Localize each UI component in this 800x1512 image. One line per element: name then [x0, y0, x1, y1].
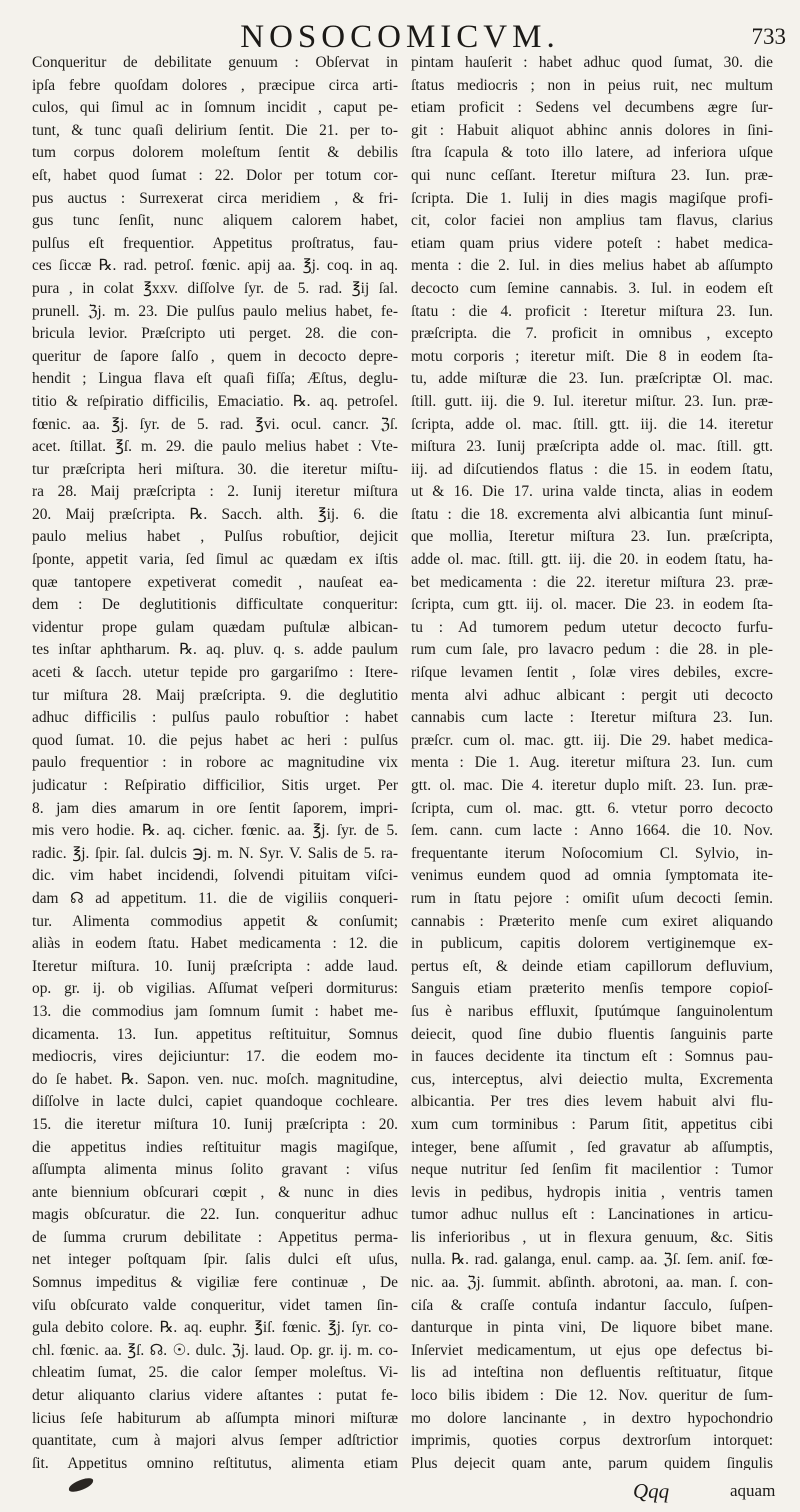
text-line: mis vero hodie. ℞. aq. cicher. fœnic. aa. ℥j. ſyr. de 5. — [32, 822, 398, 840]
text-line: acet. ſtillat. ℥ſ. m. 29. die paulo melius habet : Vte- — [32, 438, 398, 456]
text-line: ſcripta, cum gtt. iij. ol. macer. Die 23. in eodem ſta- — [411, 596, 773, 614]
text-line: aceti & ſacch. utetur tepide pro gargariſmo : Itere- — [32, 664, 398, 682]
text-line: ciſa & craſſe contuſa indantur ſacculo, ſuſpen- — [411, 1296, 773, 1314]
text-line: dic. vim habet incidendi, ſolvendi pituitam viſci- — [32, 867, 398, 885]
text-line: cit, color faciei non amplius tam flavus, clarius — [411, 212, 773, 230]
text-line: lis inferioribus , ut in flexura genuum, &c. Sitis — [411, 1228, 773, 1246]
text-line: rum in ſtatu pejore : omiſit uſum decocti ſemin. — [411, 889, 773, 907]
text-line: menta alvi adhuc albicant : pergit uti decocto — [411, 686, 773, 704]
text-line: ſcripta, adde ol. mac. ſtill. gtt. iij. die 14. iteretur — [411, 415, 773, 433]
text-line: miſtura 23. Iunij præſcripta adde ol. mac. ſtill. gtt. — [411, 438, 773, 456]
text-line: op. gr. ij. ob vigilias. Aſſumat veſperi dormiturus: — [32, 980, 398, 998]
text-line: eſt, habet quod ſumat : 22. Dolor per totum cor- — [32, 166, 398, 184]
text-line: ſcripta, cum ol. mac. gtt. 6. vtetur porro decocto — [411, 799, 773, 817]
page-number: 733 — [751, 24, 786, 49]
text-line: titio & reſpiratio difficilis, Emaciatio. ℞. aq. petroſel. — [32, 392, 398, 410]
text-line: ſtatu : die 18. excrementa alvi albicantia ſunt minuſ- — [411, 505, 773, 523]
page-title: NOSOCOMICVM. — [240, 19, 560, 55]
text-line: pintam hauſerit : habet adhuc quod ſumat, 30. die — [411, 54, 773, 71]
text-line: Somnus impeditus & vigiliæ fere continuæ , De — [32, 1274, 398, 1292]
text-line: adde ol. mac. ſtill. gtt. iij. die 20. in eodem ſtatu, ha- — [411, 551, 773, 569]
text-line: gula debito colore. ℞. aq. euphr. ℥iſ. fœnic. ℥j. ſyr. co- — [32, 1319, 398, 1337]
text-line: Iteretur miſtura. 10. Iunij præſcripta : adde laud. — [32, 957, 398, 975]
text-line: in fauces decidente ita tinctum eſt : Somnus pau- — [411, 1048, 773, 1066]
text-line: magis obſcuratur. die 22. Iun. conqueritur adhuc — [32, 1206, 398, 1224]
text-line: dam ☊ ad appetitum. 11. die de vigiliis conqueri- — [32, 889, 398, 907]
text-line: decocto cum ſemine cannabis. 3. Iul. in eodem eſt — [411, 279, 773, 297]
text-line: judicatur : Reſpiratio difficilior, Sitis urget. Per — [32, 777, 398, 794]
text-line: ſtatu : die 4. proficit : Iteretur miſtura 23. Iun. — [411, 302, 773, 320]
text-line: loco bilis ibidem : Die 12. Nov. queritur de ſum- — [411, 1387, 773, 1405]
text-line: net integer poſtquam ſpir. ſalis dulci eſt uſus, — [32, 1251, 398, 1269]
text-line: aliàs in eodem ſtatu. Habet medicamenta : 12. die — [32, 935, 398, 953]
text-line: ſtill. gutt. iij. die 9. Iul. iteretur miſtur. 23. Iun. præ- — [411, 392, 773, 410]
text-line: Sanguis etiam præterito menſis tempore copioſ- — [411, 980, 773, 998]
text-line: ces ſiccæ ℞. rad. petroſ. fœnic. apij aa. ℥j. coq. in aq. — [32, 257, 398, 275]
text-line: quod ſumat. 10. die pejus habet ac heri : pulſus — [32, 731, 398, 749]
text-line: riſque levamen ſentit , ſolæ vires debiles, excre- — [411, 664, 773, 682]
text-line: imprimis, quoties corpus dextrorſum intorquet: — [411, 1432, 773, 1450]
text-line: cannabis : Præterito menſe cum exiret aliquando — [411, 912, 773, 930]
text-line: hendit ; Lingua flava eſt quaſi fiſſa; Æſtus, deglu- — [32, 370, 398, 388]
text-line: nulla. ℞. rad. galanga, enul. camp. aa. ℨſ. ſem. aniſ. fœ- — [411, 1251, 773, 1269]
text-line: die appetitus indies reſtituitur magis magiſque, — [32, 1138, 398, 1156]
text-line: ſtatus mediocris ; non in peius ruit, nec multum — [411, 76, 773, 94]
text-line: Inſerviet medicamentum, ut ejus ope defectus bi- — [411, 1341, 773, 1359]
text-line: detur aliquanto clarius videre aſtantes : putat fe- — [32, 1387, 398, 1405]
text-line: ſit. Appetitus omnino reſtitutus, alimenta etiam — [32, 1454, 398, 1470]
text-line: pulſus eſt frequentior. Appetitus proſtratus, fau- — [32, 234, 398, 252]
text-line: gus tunc ſenſit, nunc aliquem calorem habet, — [32, 212, 398, 230]
text-line: que mollia, Iteretur miſtura 23. Iun. præſcripta, — [411, 528, 773, 546]
text-line: culos, qui ſimul ac in ſomnum incidit , caput pe- — [32, 99, 398, 117]
text-line: tur. Alimenta commodius appetit & conſumit; — [32, 912, 398, 930]
text-line: neque nutritur ſed ſenſim fit macilentior : Tumor — [411, 1161, 773, 1179]
text-line: ſus è naribus effluxit, ſputúmque ſanguinolentum — [411, 1002, 773, 1020]
text-line: cannabis cum lacte : Iteretur miſtura 23. Iun. — [411, 709, 773, 727]
text-line: bet medicamenta : die 22. iteretur miſtura 23. præ- — [411, 573, 773, 591]
text-line: quantitate, cum à majori alvus ſemper adſtrictior — [32, 1432, 398, 1450]
text-line: dem : De deglutitionis difficultate conqueritur: — [32, 596, 398, 614]
text-line: nic. aa. ℨj. ſummit. abſinth. abrotoni, aa. man. ſ. con- — [411, 1274, 773, 1292]
text-line: viſu obſcurato valde conqueritur, videt tamen ſin- — [32, 1296, 398, 1314]
text-line: radic. ℥j. ſpir. ſal. dulcis ℈j. m. N. Syr. V. Salis de 5. ra- — [32, 844, 398, 862]
text-line: pertus eſt, & deinde etiam capillorum defluvium, — [411, 957, 773, 975]
text-line: xum cum torminibus : Parum ſitit, appetitus cibi — [411, 1115, 773, 1133]
text-line: etiam proficit : Sedens vel decumbens ægre ſur- — [411, 99, 773, 117]
text-line: tu : Ad tumorem pedum utetur decocto furfu- — [411, 618, 773, 636]
text-line: tu, adde miſturæ die 23. Iun. præſcriptæ Ol. mac. — [411, 370, 773, 388]
text-line: ſcripta. Die 1. Iulij in dies magis magiſque profi- — [411, 189, 773, 207]
catchword: aquam — [730, 1481, 776, 1500]
text-line: videntur prope gulam quædam puſtulæ albican- — [32, 618, 398, 636]
text-line: 20. Maij præſcripta. ℞. Sacch. alth. ℥ij. 6. die — [32, 505, 398, 523]
signature-mark: Qqq — [633, 1479, 670, 1503]
text-line: albicantia. Per tres dies levem habuit alvi flu- — [411, 1093, 773, 1111]
text-line: deiecit, quod ſine dubio fluentis ſanguinis parte — [411, 1025, 773, 1043]
text-line: licius ſeſe habiturum ab aſſumpta minori miſturæ — [32, 1409, 398, 1427]
text-line: ſtra ſcapula & toto illo latere, ad inferiora uſque — [411, 144, 773, 162]
text-line: fœnic. aa. ℥j. ſyr. de 5. rad. ℥vi. ocul. cancr. ℨſ. — [32, 415, 398, 433]
text-line: ut & 16. Die 17. urina valde tincta, alias in eodem — [411, 483, 773, 501]
text-line: queritur de ſapore ſalſo , quem in decocto depre- — [32, 347, 398, 365]
text-line: menta : die 2. Iul. in dies melius habet ab aſſumpto — [411, 257, 773, 275]
right-column — [411, 52, 773, 1470]
text-line: ante biennium obſcurari cœpit , & nunc in dies — [32, 1183, 398, 1201]
text-line: lis ad inteſtina non defluentis reſtituatur, ſitque — [411, 1364, 773, 1382]
text-line: pura , in colat ℥xxv. diſſolve ſyr. de 5. rad. ℥ij ſal. — [32, 279, 398, 297]
text-line: tum corpus dolorem moleſtum ſentit & debilis — [32, 144, 398, 162]
left-column — [32, 52, 398, 1470]
text-line: venimus eundem quod ad omnia ſymptomata ite- — [411, 867, 773, 885]
text-line: præſcripta. die 7. proficit in omnibus , excepto — [411, 325, 773, 343]
text-line: qui nunc ceſſant. Iteretur miſtura 23. Iun. præ- — [411, 166, 773, 184]
text-line: git : Habuit aliquot abhinc annis dolores in ſini- — [411, 121, 773, 139]
text-line: gtt. ol. mac. Die 4. iteretur duplo miſt. 23. Iun. præ- — [411, 777, 773, 794]
text-line: prunell. ℨj. m. 23. Die pulſus paulo melius habet, fe- — [32, 302, 398, 320]
text-line: motu corporis ; iteretur miſt. Die 8 in eodem ſta- — [411, 347, 773, 365]
text-line: diſſolve in lacte dulci, capiet quandoque cochleare. — [32, 1093, 398, 1111]
text-line: frequentante iterum Noſocomium Cl. Sylvio, in- — [411, 844, 773, 862]
text-line: ſem. cann. cum lacte : Anno 1664. die 10. Nov. — [411, 822, 773, 840]
text-line: in publicum, capitis dolorem vertiginemque ex- — [411, 935, 773, 953]
text-line: ipſa febre quoſdam dolores , præcipue circa arti- — [32, 76, 398, 94]
text-line: danturque in pinta vini, De liquore bibet mane. — [411, 1319, 773, 1337]
text-line: chl. fœnic. aa. ℥ſ. ☊. ☉. dulc. ℨj. laud. Op. gr. ij. m. co- — [32, 1341, 398, 1359]
text-line: quæ tantopere expetiverat comedit , nauſeat ea- — [32, 573, 398, 591]
text-line: 15. die iteretur miſtura 10. Iunij præſcripta : 20. — [32, 1115, 398, 1133]
text-line: levis in pedibus, hydropis initia , ventris tamen — [411, 1183, 773, 1201]
text-line: aſſumpta alimenta minus ſolito gravant : viſus — [32, 1161, 398, 1179]
text-line: Plus dejecit quam ante, parum quidem ſingulis — [411, 1454, 773, 1470]
text-line: dicamenta. 13. Iun. appetitus reſtituitur, Somnus — [32, 1025, 398, 1043]
text-line: præſcr. cum ol. mac. gtt. iij. Die 29. habet medica- — [411, 731, 773, 749]
text-line: tur miſtura 28. Maij præſcripta. 9. die deglutitio — [32, 686, 398, 704]
text-line: 13. die commodius jam ſomnum ſumit : habet me- — [32, 1002, 398, 1020]
text-line: paulo melius habet , Pulſus robuſtior, dejicit — [32, 528, 398, 546]
text-line: etiam quam prius videre poteſt : habet medica- — [411, 234, 773, 252]
text-line: ſponte, appetit varia, ſed ſimul ac quædam ex iſtis — [32, 551, 398, 569]
text-line: integer, bene aſſumit , ſed gravatur ab aſſumptis, — [411, 1138, 773, 1156]
text-line: mo dolore lancinante , in dextro hypochondrio — [411, 1409, 773, 1427]
text-line: pus auctus : Surrexerat circa meridiem , & fri- — [32, 189, 398, 207]
text-line: adhuc difficilis : pulſus paulo robuſtior : habet — [32, 709, 398, 727]
text-line: tunt, & tunc quaſi delirium ſentit. Die 21. per to- — [32, 121, 398, 139]
text-line: ra 28. Maij præſcripta : 2. Iunij iteretur miſtura — [32, 483, 398, 501]
text-line: tes inſtar aphtharum. ℞. aq. pluv. q. s. adde paulum — [32, 641, 398, 659]
text-line: tur præſcripta heri miſtura. 30. die iteretur miſtu- — [32, 460, 398, 478]
text-line: Conqueritur de debilitate genuum : Obſervat in — [32, 54, 398, 71]
text-line: menta : Die 1. Aug. iteretur miſtura 23. Iun. cum — [411, 754, 773, 772]
text-line: mediocris, vires dejiciuntur: 17. die eodem mo- — [32, 1048, 398, 1066]
text-line: bricula levior. Præſcripto uti perget. 28. die con- — [32, 325, 398, 343]
text-line: do ſe habet. ℞. Sapon. ven. nuc. moſch. magnitudine, — [32, 1070, 398, 1088]
text-line: de ſumma crurum debilitate : Appetitus perma- — [32, 1228, 398, 1246]
text-line: rum cum ſale, pro lavacro pedum : die 28. in ple- — [411, 641, 773, 659]
text-line: 8. jam dies amarum in ore ſentit ſaporem, impri- — [32, 799, 398, 817]
text-line: paulo frequentior : in robore ac magnitudine vix — [32, 754, 398, 772]
text-line: tumor adhuc nullus eſt : Lancinationes in articu- — [411, 1206, 773, 1224]
page-footer — [0, 1477, 800, 1509]
text-line: chleatim ſumat, 25. die calor ſemper moleſtus. Vi- — [32, 1364, 398, 1382]
text-line: cus, interceptus, alvi deiectio multa, Excrementa — [411, 1070, 773, 1088]
text-line: iij. ad diſcutiendos flatus : die 15. in eodem ſtatu, — [411, 460, 773, 478]
